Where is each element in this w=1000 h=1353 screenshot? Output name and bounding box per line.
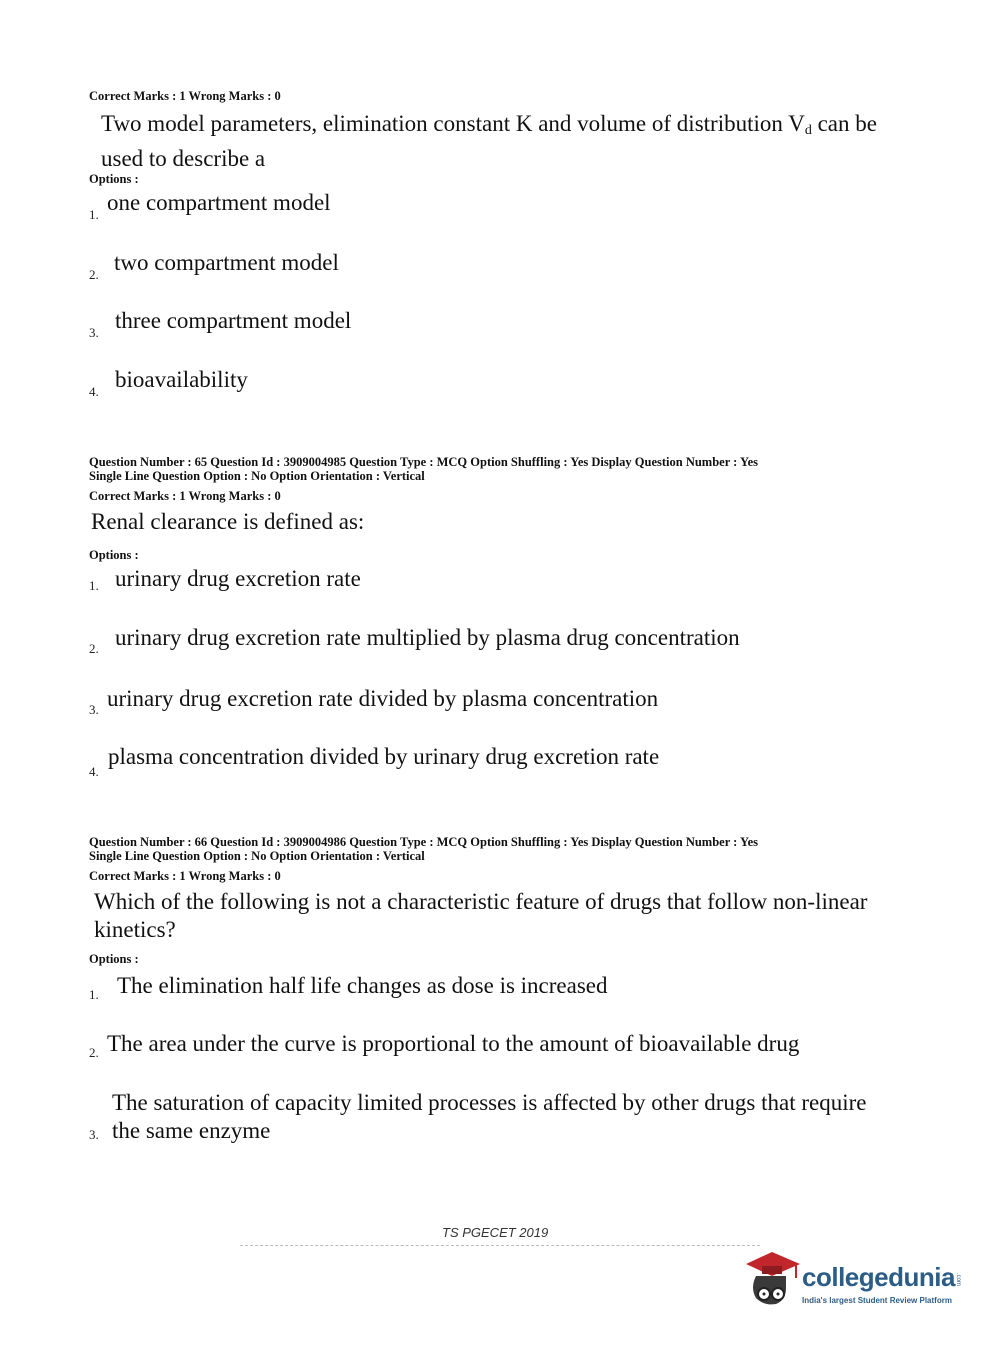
q66-marks: Correct Marks : 1 Wrong Marks : 0 <box>89 869 281 883</box>
q64-options-label: Options : <box>89 172 139 186</box>
brand-com: .com <box>954 1272 961 1286</box>
q65-header <box>89 455 758 483</box>
option-number: 1. <box>89 578 99 593</box>
q65-header-line1: Question Number : 65 Question Id : 3909004985 Question Type : MCQ Option Shuffling : Yes Display Question Number : Yes <box>89 455 759 469</box>
option-text-line1: The saturation of capacity limited processes is affected by other drugs that require <box>112 1090 867 1115</box>
q66-options-label: Options : <box>89 952 139 966</box>
option-text: two compartment model <box>114 250 339 275</box>
option-number: 2. <box>89 1045 99 1060</box>
option-text: urinary drug excretion rate <box>115 566 361 591</box>
q66-header <box>89 835 758 863</box>
brand-name: collegedunia <box>802 1262 955 1292</box>
q64-stem-line1-end: can be <box>811 111 877 136</box>
option-number: 1. <box>89 987 99 1002</box>
option-text: The area under the curve is proportional to the amount of bioavailable drug <box>107 1031 800 1056</box>
option-number: 2. <box>89 267 99 282</box>
q66-header-line1: Question Number : 66 Question Id : 3909004986 Question Type : MCQ Option Shuffling : Yes Display Question Number : Yes <box>89 835 759 849</box>
option-text: bioavailability <box>115 367 248 392</box>
q65-stem: Renal clearance is defined as: <box>91 509 365 534</box>
option-text: The elimination half life changes as dose is increased <box>117 973 608 998</box>
option-number: 3. <box>89 702 99 717</box>
option-number: 1. <box>89 207 99 222</box>
q65-header-line2: Single Line Question Option : No Option Orientation : Vertical <box>89 469 425 483</box>
option-text: one compartment model <box>107 190 331 215</box>
q66-stem-line2: kinetics? <box>94 917 176 942</box>
student-mascot-icon <box>742 1248 802 1314</box>
option-text: plasma concentration divided by urinary drug excretion rate <box>108 744 660 769</box>
option-number: 4. <box>89 384 99 399</box>
option-number: 2. <box>89 641 99 656</box>
option-text-line2: the same enzyme <box>112 1118 271 1143</box>
option-text: urinary drug excretion rate divided by plasma concentration <box>107 686 659 711</box>
q64-marks: Correct Marks : 1 Wrong Marks : 0 <box>89 89 281 103</box>
option-number: 4. <box>89 764 99 779</box>
option-text <box>112 1089 866 1145</box>
option-text: three compartment model <box>115 308 352 333</box>
footer-exam-title: TS PGECET 2019 <box>442 1225 549 1240</box>
q66-header-line2: Single Line Question Option : No Option Orientation : Vertical <box>89 849 425 863</box>
option-text: urinary drug excretion rate multiplied by plasma drug concentration <box>115 625 740 650</box>
brand-wordmark <box>802 1262 961 1293</box>
footer-divider <box>240 1245 760 1246</box>
q66-stem <box>94 888 867 944</box>
option-number: 3. <box>89 325 99 340</box>
brand-tagline: India's largest Student Review Platform <box>802 1296 952 1305</box>
collegedunia-logo <box>742 1248 972 1316</box>
q64-stem-subscript: d <box>804 123 812 138</box>
q66-stem-line1: Which of the following is not a characteristic feature of drugs that follow non-linear <box>94 889 868 914</box>
q65-marks: Correct Marks : 1 Wrong Marks : 0 <box>89 489 281 503</box>
q64-stem <box>101 110 921 173</box>
q65-options-label: Options : <box>89 548 139 562</box>
q64-stem-line1: Two model parameters, elimination constant K and volume of distribution V <box>101 111 805 136</box>
q64-stem-line2: used to describe a <box>101 146 266 171</box>
option-number: 3. <box>89 1127 99 1142</box>
